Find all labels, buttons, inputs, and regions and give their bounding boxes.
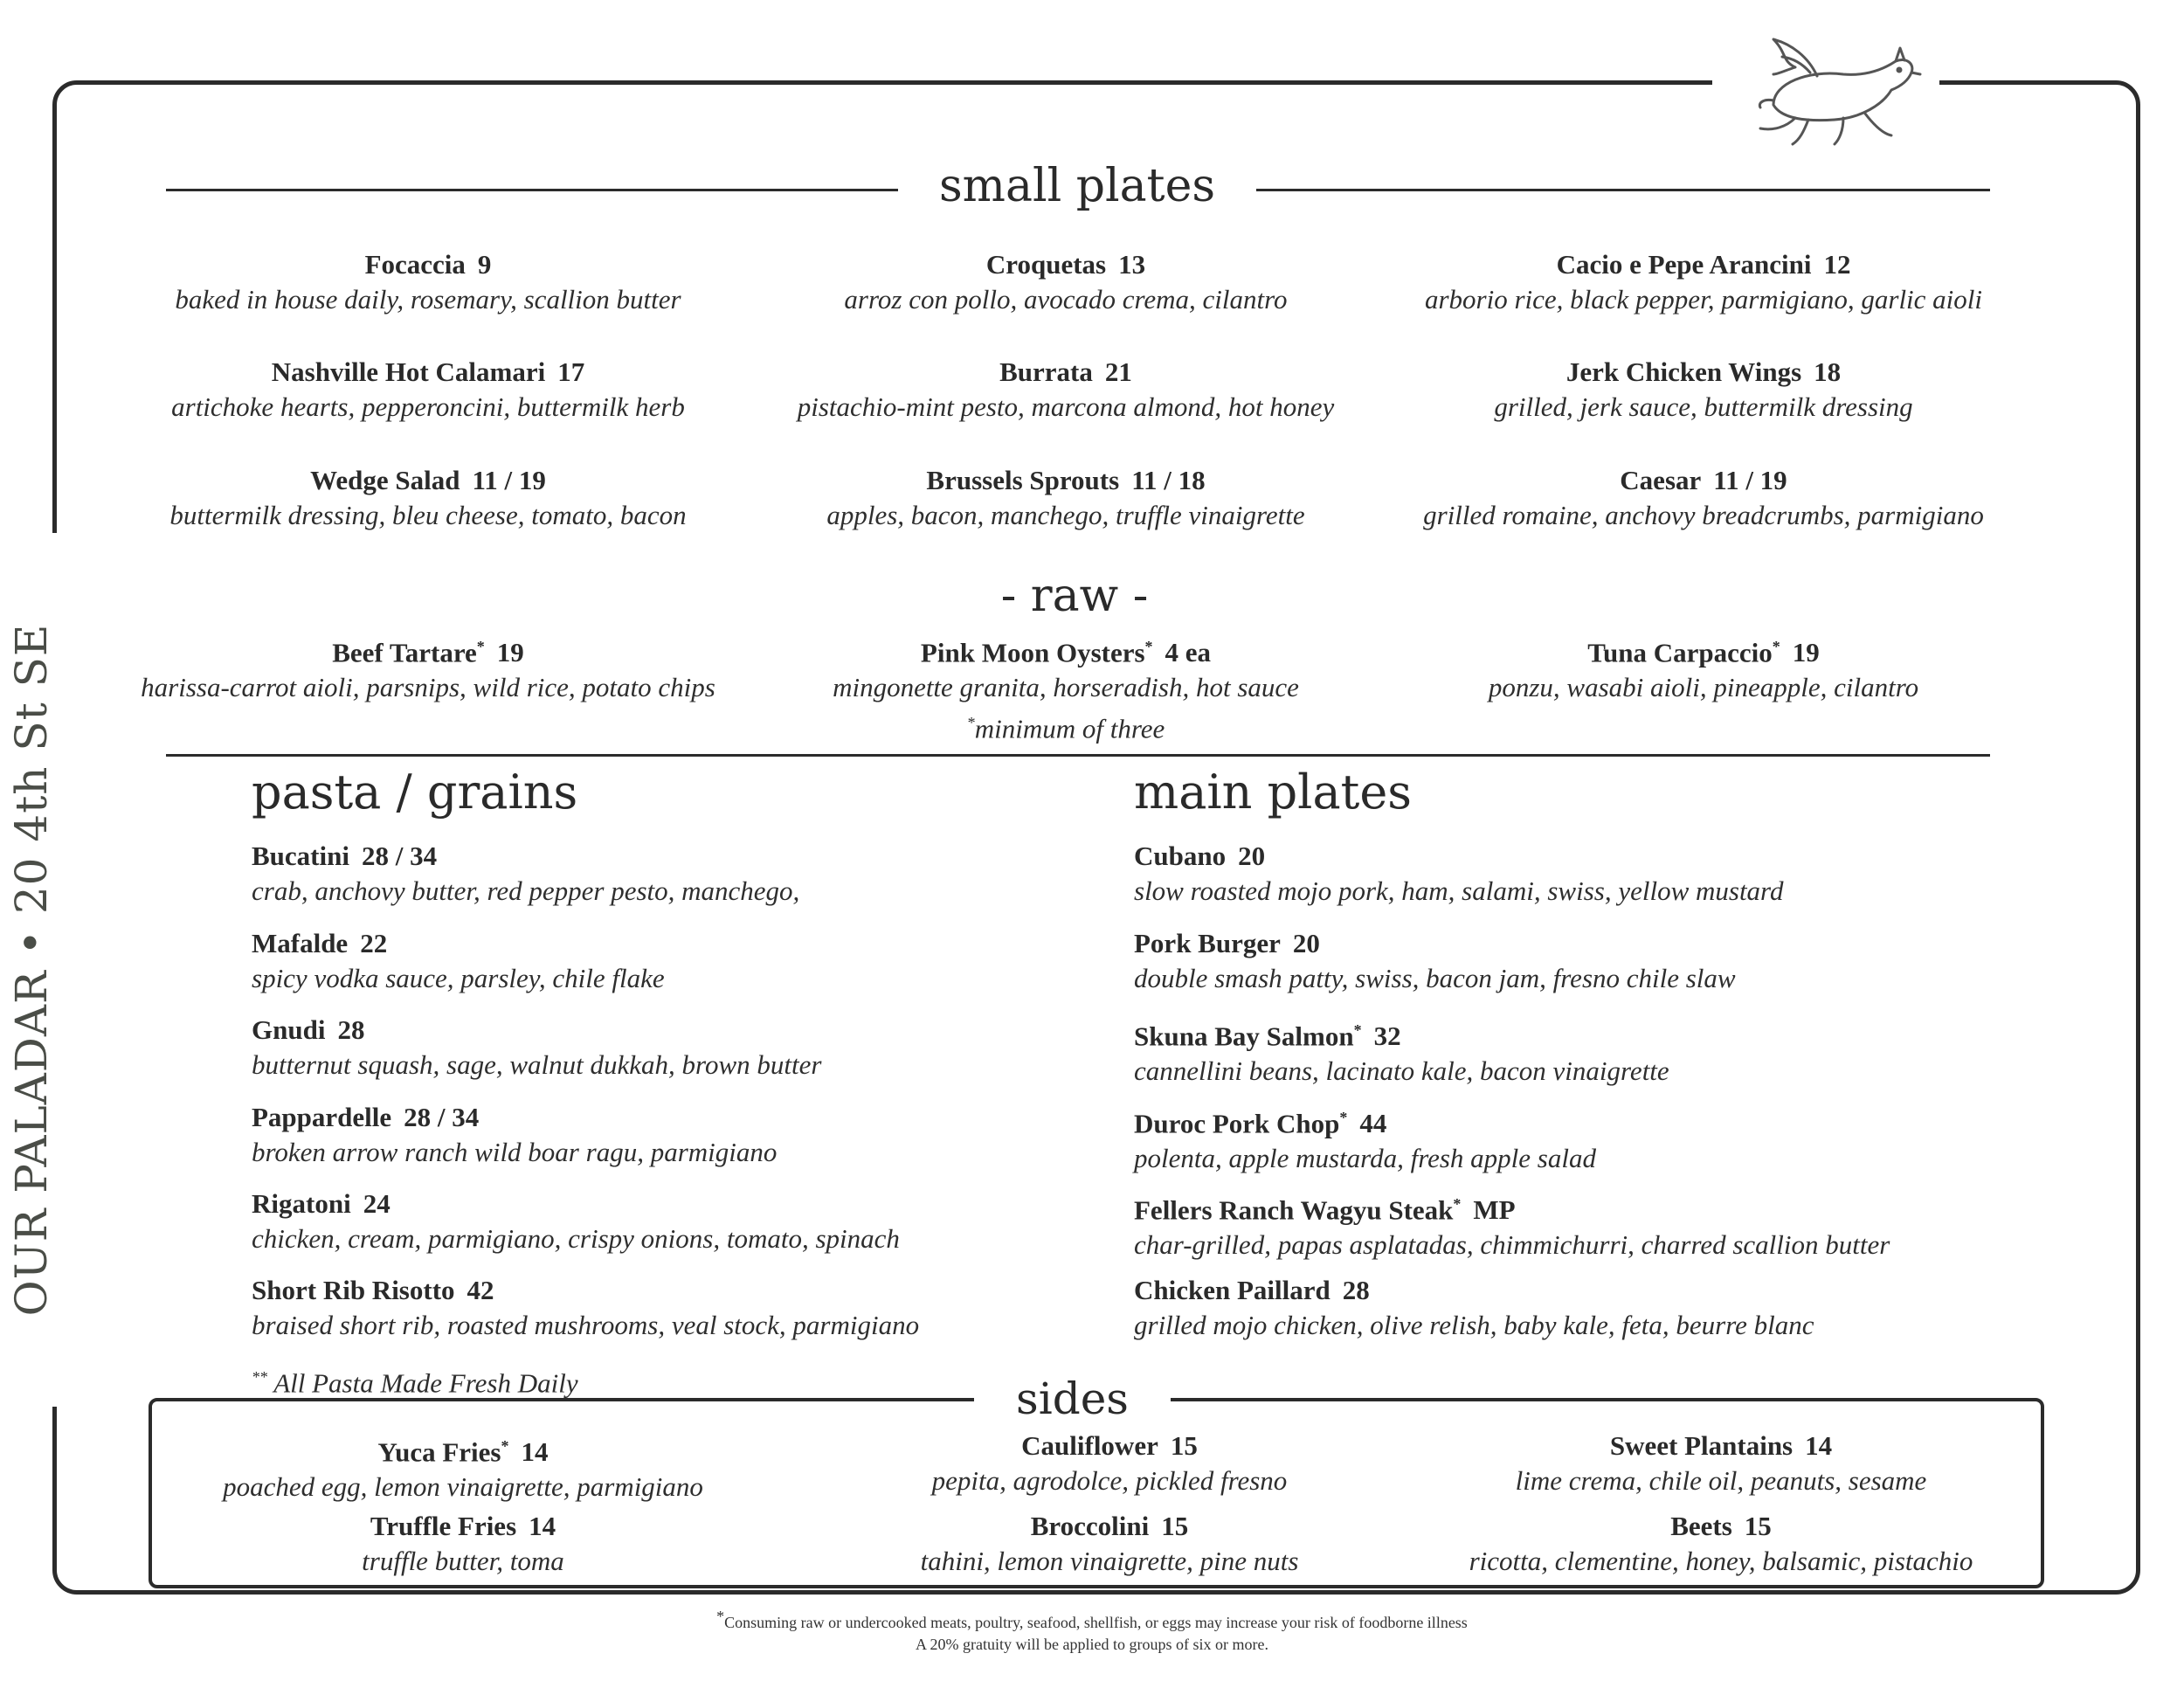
- menu-item-arancini: Cacio e Pepe Arancini 12 arborio rice, black pepper, parmigiano, garlic aioli: [1424, 249, 1983, 315]
- menu-item-beef-tartare: Beef Tartare* 19 harissa-carrot aioli, parsnips, wild rice, potato chips: [141, 637, 715, 703]
- raw-food-warning: *Consuming raw or undercooked meats, poultry, seafood, shellfish, or eggs may increase your risk of foodborne illness: [716, 1608, 1468, 1631]
- pasta-item-mafalde: Mafalde 22 spicy vodka sauce, parsley, chile flake: [252, 928, 665, 993]
- side-item-yuca-fries: Yuca Fries* 14 poached egg, lemon vinaigrette, parmigiano: [223, 1436, 703, 1503]
- small-plates-rule-left: [166, 189, 898, 191]
- small-plates-heading: small plates: [938, 160, 1216, 212]
- flying-pig-logo: [1712, 22, 1939, 162]
- pasta-item-rigatoni: Rigatoni 24 chicken, cream, parmigiano, crispy onions, tomato, spinach: [252, 1188, 900, 1254]
- menu-item-focaccia: Focaccia 9 baked in house daily, rosemary, scallion butter: [175, 249, 681, 315]
- menu-item-brussels-sprouts: Brussels Sprouts 11 / 18 apples, bacon, manchego, truffle vinaigrette: [826, 465, 1305, 530]
- main-item-wagyu-steak: Fellers Ranch Wagyu Steak* MP char-grilled, papas asplatadas, chimmichurri, charred scallion butter: [1134, 1194, 1890, 1261]
- pasta-note: ** All Pasta Made Fresh Daily: [252, 1367, 578, 1399]
- pasta-item-pappardelle: Pappardelle 28 / 34 broken arrow ranch wild boar ragu, parmigiano: [252, 1102, 778, 1167]
- menu-item-tuna-carpaccio: Tuna Carpaccio* 19 ponzu, wasabi aioli, pineapple, cilantro: [1488, 637, 1919, 703]
- main-item-pork-burger: Pork Burger 20 double smash patty, swiss, bacon jam, fresno chile slaw: [1134, 928, 1736, 993]
- side-item-sweet-plantains: Sweet Plantains 14 lime crema, chile oil, peanuts, sesame: [1515, 1430, 1927, 1496]
- side-item-beets: Beets 15 ricotta, clementine, honey, balsamic, pistachio: [1469, 1511, 1973, 1576]
- main-item-salmon: Skuna Bay Salmon* 32 cannellini beans, lacinato kale, bacon vinaigrette: [1134, 1020, 1669, 1087]
- pasta-item-bucatini: Bucatini 28 / 34 crab, anchovy butter, red pepper pesto, manchego,: [252, 841, 800, 906]
- menu-item-burrata: Burrata 21 pistachio-mint pesto, marcona almond, hot honey: [797, 356, 1335, 422]
- pasta-item-gnudi: Gnudi 28 butternut squash, sage, walnut dukkah, brown butter: [252, 1014, 822, 1080]
- menu-item-croquetas: Croquetas 13 arroz con pollo, avocado crema, cilantro: [844, 249, 1288, 315]
- side-item-truffle-fries: Truffle Fries 14 truffle butter, toma: [362, 1511, 564, 1576]
- side-item-broccolini: Broccolini 15 tahini, lemon vinaigrette, pine nuts: [920, 1511, 1299, 1576]
- pasta-item-short-rib-risotto: Short Rib Risotto 42 braised short rib, roasted mushrooms, veal stock, parmigiano: [252, 1275, 920, 1340]
- restaurant-address: OUR PALADAR • 20 4th St SE: [0, 533, 66, 1407]
- sides-heading: sides: [974, 1367, 1171, 1430]
- main-item-cubano: Cubano 20 slow roasted mojo pork, ham, salami, swiss, yellow mustard: [1134, 841, 1784, 906]
- menu-item-caesar: Caesar 11 / 19 grilled romaine, anchovy breadcrumbs, parmigiano: [1423, 465, 1984, 530]
- menu-item-calamari: Nashville Hot Calamari 17 artichoke hearts, pepperoncini, buttermilk herb: [171, 356, 685, 422]
- menu-item-pink-moon-oysters: Pink Moon Oysters* 4 ea mingonette granita, horseradish, hot sauce *minimum of three: [833, 637, 1299, 744]
- side-item-cauliflower: Cauliflower 15 pepita, agrodolce, pickled fresno: [931, 1430, 1288, 1496]
- gratuity-notice: A 20% gratuity will be applied to groups of six or more.: [916, 1636, 1268, 1653]
- main-item-chicken-paillard: Chicken Paillard 28 grilled mojo chicken, olive relish, baby kale, feta, beurre blanc: [1134, 1275, 1814, 1340]
- small-plates-rule-right: [1256, 189, 1990, 191]
- menu-item-wedge-salad: Wedge Salad 11 / 19 buttermilk dressing, bleu cheese, tomato, bacon: [169, 465, 687, 530]
- main-plates-heading: main plates: [1134, 764, 1413, 820]
- raw-heading: - raw -: [1000, 570, 1149, 622]
- pasta-heading: pasta / grains: [252, 764, 578, 820]
- main-item-pork-chop: Duroc Pork Chop* 44 polenta, apple mustarda, fresh apple salad: [1134, 1108, 1596, 1174]
- mid-divider-rule: [166, 754, 1990, 757]
- menu-item-jerk-wings: Jerk Chicken Wings 18 grilled, jerk sauce, buttermilk dressing: [1494, 356, 1913, 422]
